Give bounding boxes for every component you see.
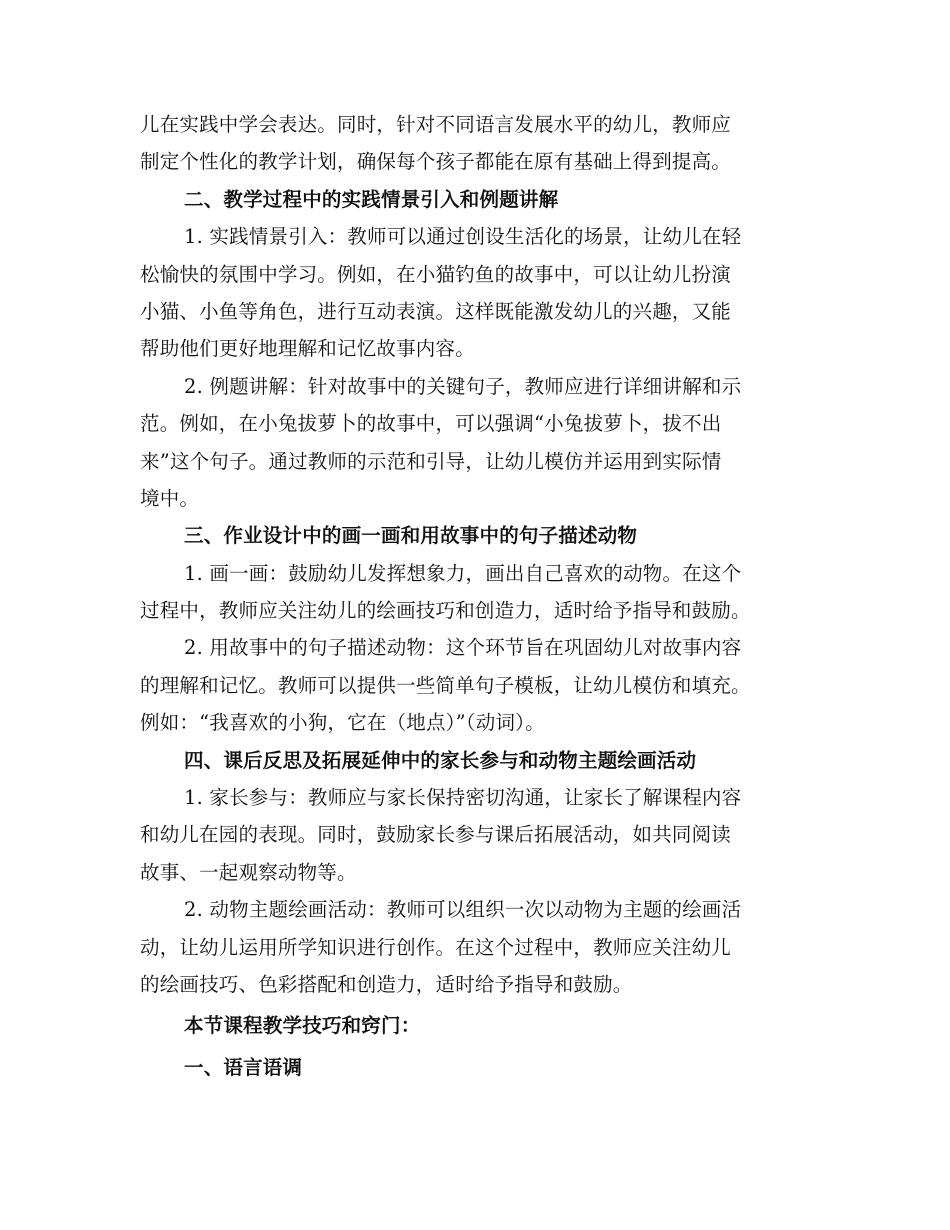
- section-heading: 二、教学过程中的实践情景引入和例题讲解: [184, 187, 559, 211]
- paragraph-line: 制定个性化的教学计划，确保每个孩子都能在原有基础上得到提高。: [140, 150, 732, 174]
- paragraph-line: 故事、一起观察动物等。: [140, 860, 357, 884]
- section-heading: 三、作业设计中的画一画和用故事中的句子描述动物: [184, 524, 638, 548]
- paragraph-line: 2. 例题讲解：针对故事中的关键句子，教师应进行详细讲解和示: [184, 374, 742, 398]
- paragraph-line: 帮助他们更好地理解和记忆故事内容。: [140, 337, 475, 361]
- paragraph-line: 2. 动物主题绘画活动：教师可以组织一次以动物为主题的绘画活: [184, 898, 742, 922]
- paragraph-line: 小猫、小鱼等角色，进行互动表演。这样既能激发幼儿的兴趣，又能: [140, 299, 732, 323]
- paragraph-line: 过程中，教师应关注幼儿的绘画技巧和创造力，适时给予指导和鼓励。: [140, 599, 751, 623]
- paragraph-line: 范。例如，在小兔拔萝卜的故事中，可以强调“小兔拔萝卜，拔不出: [140, 412, 722, 436]
- paragraph-line: 来”这个句子。通过教师的示范和引导，让幼儿模仿并运用到实际情: [140, 449, 722, 473]
- document-page: [140, 106, 805, 1086]
- paragraph-line: 2. 用故事中的句子描述动物：这个环节旨在巩固幼儿对故事内容: [184, 636, 742, 660]
- paragraph-line: 1. 画一画：鼓励幼儿发挥想象力，画出自己喜欢的动物。在这个: [184, 561, 742, 585]
- paragraph-line: 动，让幼儿运用所学知识进行创作。在这个过程中，教师应关注幼儿: [140, 935, 732, 959]
- paragraph-line: 境中。: [140, 486, 200, 510]
- section-heading: 本节课程教学技巧和窍门：: [184, 1014, 421, 1038]
- section-heading: 四、课后反思及拓展延伸中的家长参与和动物主题绘画活动: [184, 748, 697, 772]
- section-heading: 一、语言语调: [184, 1055, 303, 1079]
- paragraph-line: 1. 家长参与：教师应与家长保持密切沟通，让家长了解课程内容: [184, 786, 742, 810]
- paragraph-line: 和幼儿在园的表现。同时，鼓励家长参与课后拓展活动，如共同阅读: [140, 823, 732, 847]
- paragraph-line: 的理解和记忆。教师可以提供一些简单句子模板，让幼儿模仿和填充。: [140, 673, 751, 697]
- paragraph-line: 儿在实践中学会表达。同时，针对不同语言发展水平的幼儿，教师应: [140, 113, 732, 136]
- paragraph-line: 的绘画技巧、色彩搭配和创造力，适时给予指导和鼓励。: [140, 972, 633, 996]
- paragraph-line: 松愉快的氛围中学习。例如，在小猫钓鱼的故事中，可以让幼儿扮演: [140, 262, 732, 286]
- paragraph-line: 例如：“我喜欢的小狗，它在（地点）”（动词）。: [140, 711, 545, 735]
- paragraph-line: 1. 实践情景引入：教师可以通过创设生活化的场景，让幼儿在轻: [184, 225, 742, 249]
